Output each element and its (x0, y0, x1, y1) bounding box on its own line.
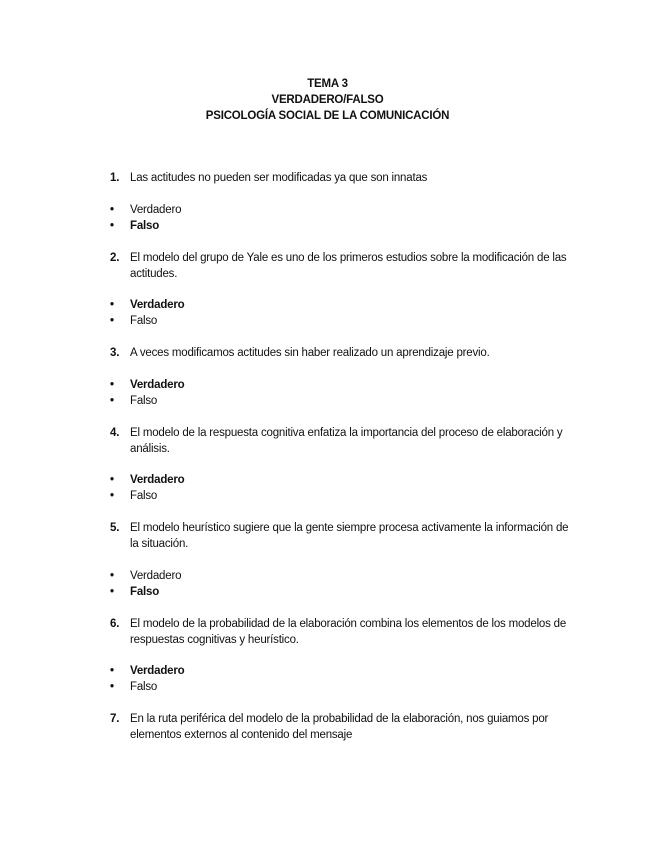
question-text: El modelo de la respuesta cognitiva enfatiza la importancia del proceso de elaboración y análisis. (130, 427, 563, 455)
bullet: • (110, 490, 114, 502)
question-number: 5. (110, 522, 120, 534)
option-verdadero (0, 202, 655, 218)
option-label: Falso (130, 586, 160, 598)
question-number: 6. (110, 618, 120, 630)
option-label: Verdadero (130, 570, 182, 582)
question-number: 4. (110, 427, 120, 439)
option-label: Verdadero (130, 379, 185, 391)
options-1 (0, 202, 655, 234)
option-label: Falso (130, 220, 160, 232)
topic-title: TEMA 3 (307, 78, 348, 90)
subject-title: PSICOLOGÍA SOCIAL DE LA COMUNICACIÓN (205, 110, 450, 122)
question-text: El modelo del grupo de Yale es uno de los primeros estudios sobre la modificación de las actitudes. (130, 252, 567, 280)
options-5 (0, 568, 655, 600)
option-verdadero (0, 472, 655, 488)
option-verdadero (0, 297, 655, 313)
option-falso (0, 488, 655, 504)
option-label: Falso (130, 315, 158, 327)
options-4 (0, 472, 655, 504)
bullet: • (110, 586, 114, 598)
bullet: • (110, 299, 114, 311)
option-label: Verdadero (130, 665, 185, 677)
question-text: Las actitudes no pueden ser modificadas ya que son innatas (130, 172, 428, 184)
option-verdadero (0, 377, 655, 393)
option-falso (0, 584, 655, 600)
bullet: • (110, 204, 114, 216)
question-text: En la ruta periférica del modelo de la probabilidad de la elaboración, nos guiamos por elementos externos al contenido del mensaje (130, 713, 549, 741)
option-label: Falso (130, 490, 158, 502)
bullet: • (110, 315, 114, 327)
option-falso (0, 393, 655, 409)
bullet: • (110, 665, 114, 677)
bullet: • (110, 220, 114, 232)
option-verdadero (0, 663, 655, 679)
option-label: Verdadero (130, 204, 182, 216)
document-header (0, 76, 655, 124)
option-label: Verdadero (130, 474, 185, 486)
bullet: • (110, 474, 114, 486)
question-number: 2. (110, 252, 120, 264)
question-text: A veces modificamos actitudes sin haber realizado un aprendizaje previo. (130, 347, 490, 359)
question-text: El modelo heurístico sugiere que la gente siempre procesa activamente la información de la situación. (130, 522, 569, 550)
options-2 (0, 297, 655, 329)
quiz-type-title: VERDADERO/FALSO (271, 94, 384, 106)
option-verdadero (0, 568, 655, 584)
question-number: 1. (110, 172, 120, 184)
options-3 (0, 377, 655, 409)
question-number: 7. (110, 713, 120, 725)
bullet: • (110, 395, 114, 407)
bullet: • (110, 681, 114, 693)
option-falso (0, 679, 655, 695)
bullet: • (110, 570, 114, 582)
bullet: • (110, 379, 114, 391)
option-falso (0, 313, 655, 329)
option-label: Falso (130, 681, 158, 693)
options-6 (0, 663, 655, 695)
option-label: Falso (130, 395, 158, 407)
question-text: El modelo de la probabilidad de la elaboración combina los elementos de los modelos de respuestas cognitivas y heurístico. (130, 618, 567, 646)
option-label: Verdadero (130, 299, 185, 311)
option-falso (0, 218, 655, 234)
question-number: 3. (110, 347, 120, 359)
